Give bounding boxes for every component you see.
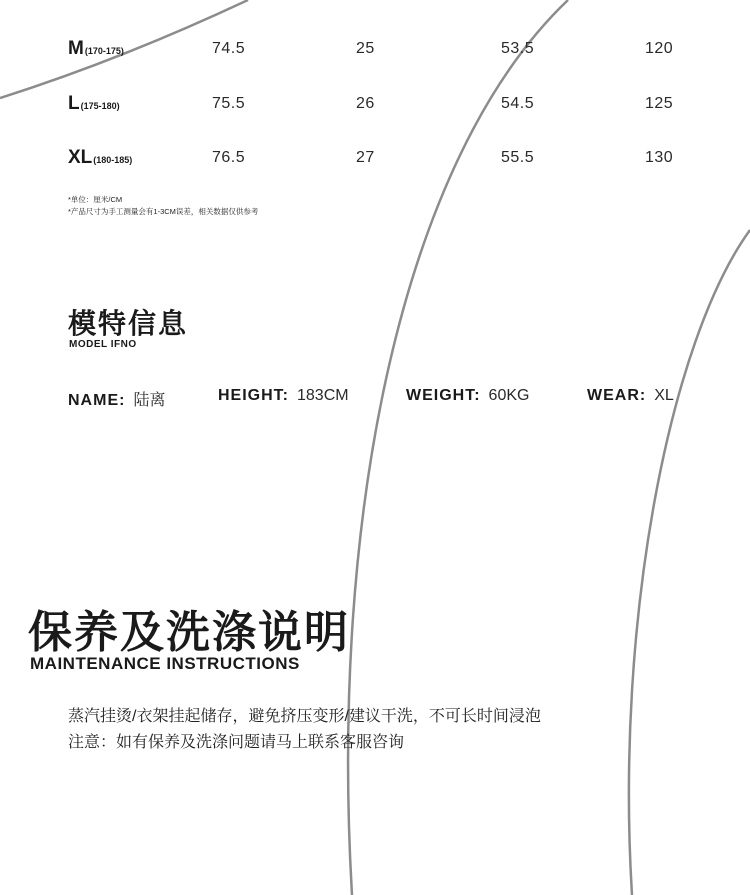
size-value: 125: [645, 95, 674, 112]
model-info-subtitle: MODEL IFNO: [69, 339, 137, 350]
maintenance-line: 蒸汽挂烫/衣架挂起储存，避免挤压变形/建议干洗，不可长时间浸泡: [68, 708, 541, 725]
size-row-xl: [0, 143, 750, 173]
model-info-title: 模特信息: [68, 308, 189, 339]
size-value: 53.5: [501, 40, 535, 57]
unit-note: *单位：厘米/CM: [68, 195, 123, 204]
model-height: [218, 387, 349, 405]
field-key: WEIGHT:: [406, 387, 481, 404]
size-row-m: [0, 34, 750, 64]
field-value: 60KG: [488, 387, 530, 404]
size-code: M: [68, 38, 84, 59]
maintenance-line: 注意：如有保养及洗涤问题请马上联系客服咨询: [68, 734, 405, 751]
size-range: (170-175): [84, 46, 124, 56]
maintenance-subtitle: MAINTENANCE INSTRUCTIONS: [30, 654, 300, 673]
arc-center: [348, 0, 568, 895]
field-value: 183CM: [297, 387, 349, 404]
model-weight: [406, 387, 529, 405]
size-value: 74.5: [212, 40, 246, 57]
size-range: (175-180): [80, 101, 120, 111]
size-value: 27: [356, 149, 375, 166]
size-range: (180-185): [93, 155, 133, 165]
size-value: 55.5: [501, 149, 535, 166]
size-label: [68, 93, 120, 115]
size-label: [68, 38, 124, 60]
field-key: HEIGHT:: [218, 387, 289, 404]
field-value: XL: [654, 387, 674, 404]
arc-right: [629, 230, 750, 895]
size-value: 25: [356, 40, 375, 57]
size-value: 26: [356, 95, 375, 112]
size-code: L: [68, 93, 80, 114]
size-value: 130: [645, 149, 674, 166]
model-wear: [587, 387, 674, 405]
model-name: [68, 387, 165, 410]
size-value: 76.5: [212, 149, 246, 166]
size-row-l: [0, 89, 750, 119]
measurement-note: *产品尺寸为手工测量会有1-3CM误差，相关数据仅供参考: [68, 207, 259, 216]
size-value: 120: [645, 40, 674, 57]
maintenance-title: 保养及洗涤说明: [28, 608, 350, 657]
field-value: 陆离: [133, 392, 166, 409]
size-label: [68, 147, 132, 169]
size-code: XL: [68, 147, 93, 168]
size-value: 75.5: [212, 95, 246, 112]
field-key: WEAR:: [587, 387, 647, 404]
size-value: 54.5: [501, 95, 535, 112]
field-key: NAME:: [68, 392, 126, 409]
